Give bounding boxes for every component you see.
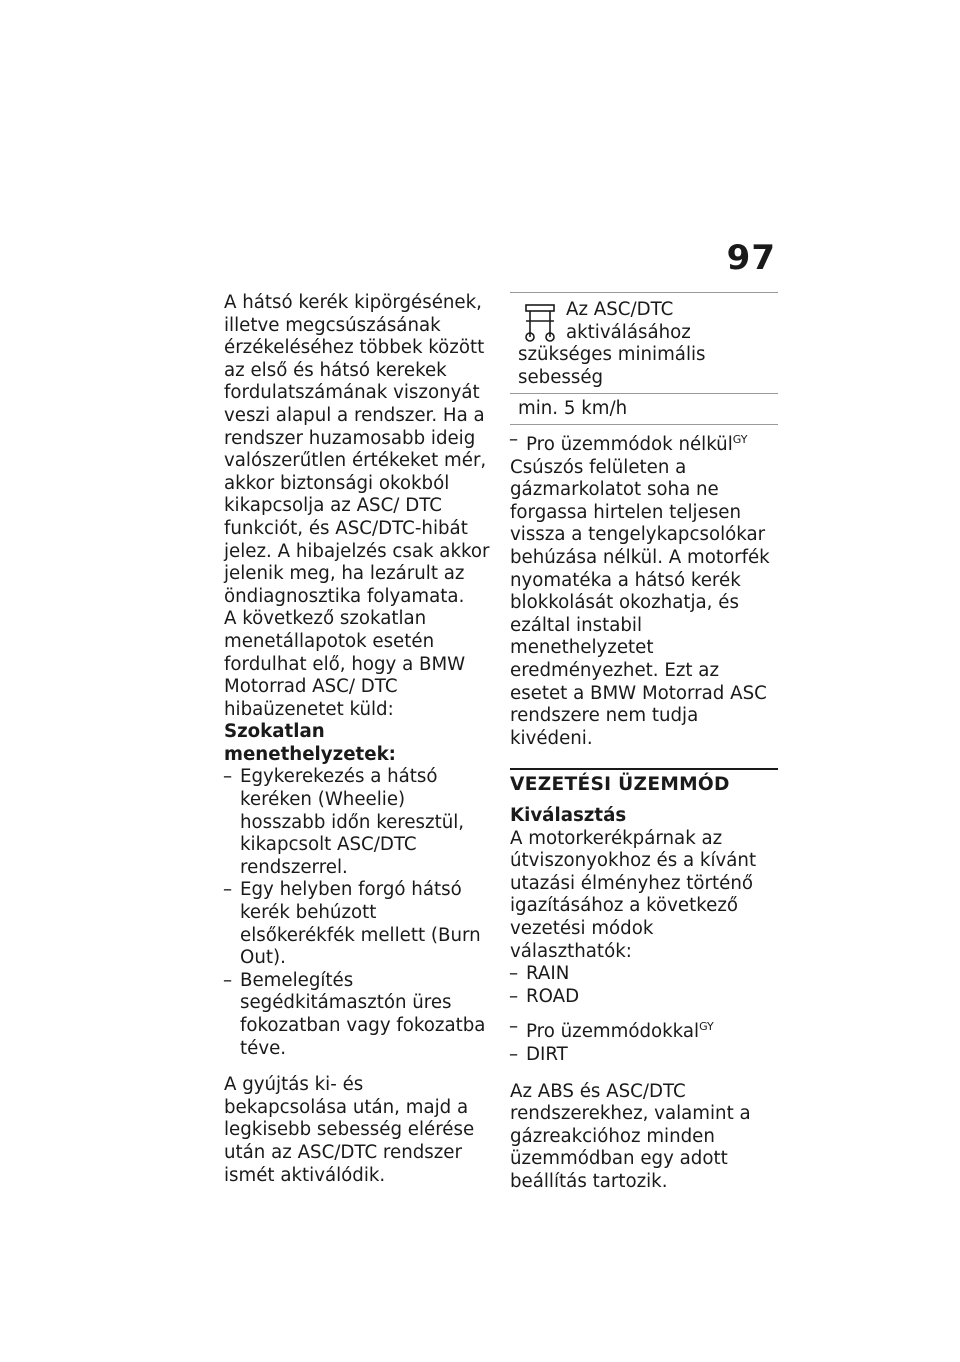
list-item: – Egykerekezés a hátsó keréken (Wheelie) hosszabb időn keresztül, kikapcsolt ASC/DTC rendszerrel. <box>224 766 492 879</box>
pro-list <box>510 429 778 457</box>
list-item: – DIRT <box>510 1044 778 1067</box>
selection-paragraph: A motorkerékpárnak az útviszonyokhoz és a kívánt utazási élményhez történő igazításához a következő vezetési módok választhatók: <box>510 827 757 962</box>
gy-superscript: GY <box>699 1020 714 1034</box>
closing-paragraph: Az ABS és ASC/DTC rendszerekhez, valamint a gázreakcióhoz minden üzemmódban egy adott beállítás tartozik. <box>510 1080 751 1192</box>
list-item: – Pro üzemmódokkal$^{GY}$ <box>510 1016 778 1044</box>
section-divider <box>510 768 778 797</box>
following-paragraph: A következő szokatlan menetállapotok esetén fordulhat elő, hogy a BMW Motorrad ASC/ DTC hibaüzenetet küld: <box>224 608 466 720</box>
list-item: – Bemelegítés segédkitámasztón üres fokozatban vagy fokozatba téve. <box>224 970 492 1060</box>
list-item: – Egy helyben forgó hátsó kerék behúzott elsőkerékfék mellett (Burn Out). <box>224 879 492 969</box>
slippery-paragraph: Csúszós felületen a gázmarkolatot soha ne forgassa hirtelen teljesen vissza a tengelykapcsolókar behúzása nélkül. A motorfék nyomatéka a hátsó kerék blokkolását okozhatja, és ezáltal instabil menethelyzetet eredményezhet. Ezt az esetet a BMW Motorrad ASC rendszere nem tudja kivédeni. <box>510 456 770 749</box>
intro-paragraph: A hátsó kerék kipörgésének, illetve megcsúszásának érzékeléséhez többek között az első és hátsó kerekek fordulatszámának viszonyát veszi alapul a rendszer. Ha a rendszer huzamosabb ideig valószerűtlen értékeket mér, akkor biztonsági okokból kikapcsolja az ASC/ DTC funkciót, és ASC/DTC-hibát jelez. A hibajelzés csak akkor jelenik meg, ha lezárult az öndiagnosztika folyamata. <box>224 292 490 607</box>
reactivation-paragraph: A gyújtás ki- és bekapcsolása után, majd a legkisebb sebesség elérése után az ASC/DTC rendszer ismét aktiválódik. <box>224 1074 475 1186</box>
info-box-value: min. 5 km/h <box>518 398 628 420</box>
min-speed-info-box <box>510 292 778 425</box>
sub-heading: Kiválasztás <box>510 804 627 826</box>
info-box-header <box>510 293 778 394</box>
section-title: VEZETÉSI ÜZEMMÓD <box>510 774 730 796</box>
page-number: 97 <box>726 238 776 278</box>
modes-list <box>510 963 778 1008</box>
list-item: – RAIN <box>510 963 778 986</box>
motorcycle-speed-icon <box>522 303 558 343</box>
list-item: – Pro üzemmódok nélkül$^{GY}$ <box>510 429 778 457</box>
list-item: – ROAD <box>510 986 778 1009</box>
unusual-list <box>224 766 492 1060</box>
unusual-heading: Szokatlan menethelyzetek: <box>224 721 396 765</box>
gy-superscript: GY <box>732 432 748 446</box>
info-box-title: Az ASC/DTC aktiválásához szükséges minimális sebesség <box>518 299 706 388</box>
pro-modes-list <box>510 1016 778 1066</box>
left-column <box>224 292 492 1187</box>
right-column <box>510 292 778 1194</box>
